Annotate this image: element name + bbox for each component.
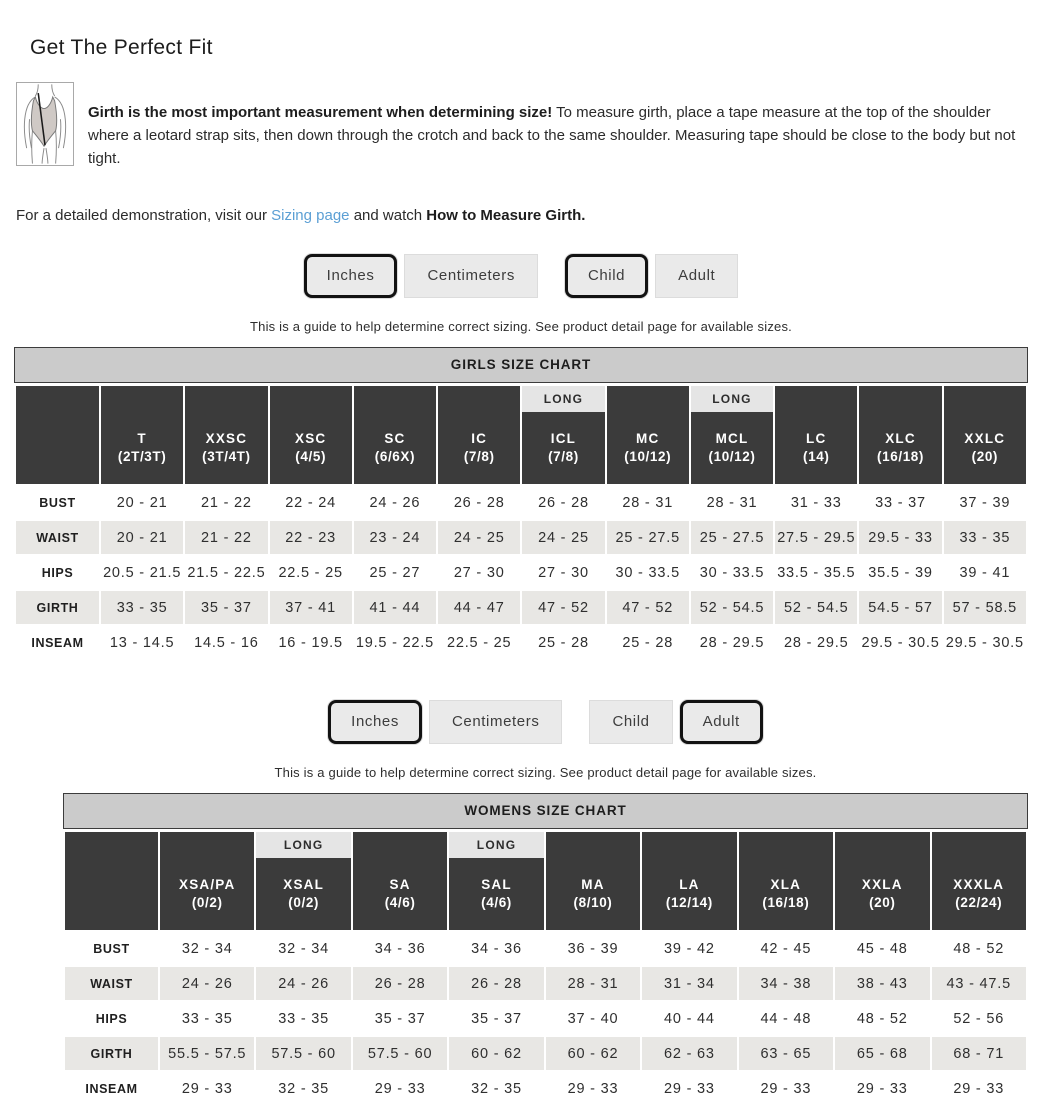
size-range-cell: 33 - 35 — [943, 520, 1027, 555]
size-range-cell: 52 - 54.5 — [774, 590, 858, 625]
size-range-cell: 39 - 42 — [641, 931, 737, 966]
toggle-button-centimeters[interactable]: Centimeters — [404, 254, 537, 298]
size-range-cell: 37 - 40 — [545, 1001, 641, 1036]
size-range-label: (0/2) — [191, 894, 223, 910]
size-range-cell: 47 - 52 — [606, 590, 690, 625]
measurement-row-label: HIPS — [15, 555, 100, 590]
measurement-row-label: BUST — [64, 931, 159, 966]
size-code: MCL — [715, 430, 749, 446]
size-range-cell: 28 - 31 — [545, 966, 641, 1001]
size-range-label: (20) — [869, 894, 896, 910]
size-range-cell: 65 - 68 — [834, 1036, 930, 1071]
size-column-header-t — [100, 385, 184, 485]
girth-intro-rest: To measure girth, place a tape measure at the top of the shoulder where a leotard strap sits, then down through the crotch and back to the same shoulder. Measuring tape should be close to the body but not tight. — [88, 104, 1016, 167]
long-variant-tag: LONG — [522, 386, 604, 412]
measurement-row-label: INSEAM — [15, 625, 100, 660]
size-column-label — [775, 412, 857, 482]
size-range-cell: 25 - 27.5 — [606, 520, 690, 555]
size-range-cell: 25 - 27 — [353, 555, 437, 590]
size-range-cell: 39 - 41 — [943, 555, 1027, 590]
header-spacer — [607, 386, 689, 412]
size-range-cell: 34 - 38 — [738, 966, 834, 1001]
size-range-label: (7/8) — [463, 448, 495, 464]
size-code: XXLA — [861, 876, 903, 892]
size-column-header-mc — [606, 385, 690, 485]
womens-size-chart-table — [63, 830, 1028, 1107]
corner-header-cell — [15, 385, 100, 485]
size-code: LA — [679, 876, 700, 892]
size-range-cell: 57 - 58.5 — [943, 590, 1027, 625]
size-range-cell: 27 - 30 — [521, 555, 605, 590]
chart-title-banner: WOMENS SIZE CHART — [63, 793, 1028, 829]
size-range-cell: 24 - 26 — [255, 966, 351, 1001]
header-spacer — [642, 832, 736, 858]
long-variant-tag: LONG — [256, 832, 350, 858]
size-code: XLC — [885, 430, 916, 446]
size-column-label — [546, 858, 640, 928]
size-column-label — [859, 412, 941, 482]
size-column-header-xla — [738, 831, 834, 931]
size-range-cell: 57.5 - 60 — [255, 1036, 351, 1071]
measurement-row-girth — [15, 590, 1027, 625]
size-range-label: (3T/4T) — [202, 448, 251, 464]
size-range-cell: 36 - 39 — [545, 931, 641, 966]
size-range-cell: 22.5 - 25 — [437, 625, 521, 660]
size-column-header-icl — [521, 385, 605, 485]
size-range-cell: 32 - 35 — [255, 1071, 351, 1106]
size-code: XXSC — [205, 430, 248, 446]
size-column-header-xxlc — [943, 385, 1027, 485]
size-range-label: (20) — [971, 448, 999, 464]
size-range-cell: 24 - 25 — [437, 520, 521, 555]
size-column-label — [160, 858, 254, 928]
size-column-label — [185, 412, 267, 482]
corner-header-cell — [64, 831, 159, 931]
size-range-cell: 54.5 - 57 — [858, 590, 942, 625]
measurement-row-girth — [64, 1036, 1027, 1071]
header-spacer — [438, 386, 520, 412]
size-range-cell: 38 - 43 — [834, 966, 930, 1001]
demo-line — [16, 207, 1041, 224]
size-range-cell: 55.5 - 57.5 — [159, 1036, 255, 1071]
size-range-label: (7/8) — [548, 448, 579, 464]
size-range-cell: 32 - 34 — [159, 931, 255, 966]
womens-section — [63, 698, 1028, 1107]
size-range-cell: 47 - 52 — [521, 590, 605, 625]
size-range-cell: 24 - 25 — [521, 520, 605, 555]
womens-unit-age-toggle-group — [63, 698, 1028, 746]
size-column-header-sc — [353, 385, 437, 485]
size-column-label — [691, 412, 773, 482]
header-spacer — [270, 386, 352, 412]
size-range-cell: 25 - 28 — [521, 625, 605, 660]
size-range-label: (16/18) — [877, 448, 925, 464]
size-column-header-xsc — [269, 385, 353, 485]
size-code: SAL — [481, 876, 512, 892]
size-column-label — [739, 858, 833, 928]
size-range-cell: 33 - 37 — [858, 485, 942, 520]
size-range-cell: 30 - 33.5 — [690, 555, 774, 590]
demo-bold: How to Measure Girth. — [426, 207, 586, 224]
size-range-cell: 30 - 33.5 — [606, 555, 690, 590]
toggle-button-inches[interactable]: Inches — [304, 254, 398, 298]
size-range-cell: 42 - 45 — [738, 931, 834, 966]
size-range-cell: 29 - 33 — [641, 1071, 737, 1106]
size-range-cell: 21.5 - 22.5 — [184, 555, 268, 590]
size-range-cell: 16 - 19.5 — [269, 625, 353, 660]
leotard-girth-diagram-icon — [17, 83, 73, 165]
size-column-label — [449, 858, 543, 928]
size-range-cell: 14.5 - 16 — [184, 625, 268, 660]
header-spacer — [354, 386, 436, 412]
size-range-cell: 26 - 28 — [521, 485, 605, 520]
size-code: MA — [581, 876, 605, 892]
measurement-row-waist — [15, 520, 1027, 555]
size-range-cell: 37 - 39 — [943, 485, 1027, 520]
size-range-cell: 26 - 28 — [437, 485, 521, 520]
size-range-cell: 62 - 63 — [641, 1036, 737, 1071]
size-code: SA — [389, 876, 411, 892]
measurement-row-label: GIRTH — [15, 590, 100, 625]
size-range-cell: 31 - 34 — [641, 966, 737, 1001]
size-range-cell: 24 - 26 — [159, 966, 255, 1001]
size-range-cell: 29.5 - 33 — [858, 520, 942, 555]
header-spacer — [160, 832, 254, 858]
header-spacer — [944, 386, 1026, 412]
header-spacer — [775, 386, 857, 412]
size-range-cell: 68 - 71 — [931, 1036, 1028, 1071]
demo-middle: and watch — [349, 207, 427, 224]
size-column-label — [438, 412, 520, 482]
size-range-cell: 23 - 24 — [353, 520, 437, 555]
size-range-cell: 24 - 26 — [353, 485, 437, 520]
size-column-label — [270, 412, 352, 482]
measurement-row-label: WAIST — [15, 520, 100, 555]
toggle-button-adult[interactable]: Adult — [680, 700, 763, 744]
size-range-cell: 52 - 56 — [931, 1001, 1028, 1036]
header-spacer — [353, 832, 447, 858]
size-range-cell: 34 - 36 — [448, 931, 544, 966]
toggle-button-adult[interactable]: Adult — [655, 254, 738, 298]
measurement-row-bust — [64, 931, 1027, 966]
size-code: SC — [384, 430, 406, 446]
size-code: LC — [806, 430, 827, 446]
girls-size-chart-table — [14, 384, 1028, 661]
size-code: IC — [471, 430, 488, 446]
size-range-cell: 22.5 - 25 — [269, 555, 353, 590]
sizing-guide-note: This is a guide to help determine correct sizing. See product detail page for available sizes. — [274, 765, 817, 780]
size-column-header-mcl — [690, 385, 774, 485]
toggle-button-inches[interactable]: Inches — [328, 700, 422, 744]
size-column-header-xxxla — [931, 831, 1028, 931]
size-column-label — [944, 412, 1026, 482]
size-column-header-xsa-pa — [159, 831, 255, 931]
size-range-label: (12/14) — [665, 894, 713, 910]
long-variant-tag: LONG — [691, 386, 773, 412]
size-range-cell: 40 - 44 — [641, 1001, 737, 1036]
size-range-cell: 44 - 47 — [437, 590, 521, 625]
measurement-row-hips — [15, 555, 1027, 590]
size-range-label: (4/5) — [295, 448, 327, 464]
measurement-row-bust — [15, 485, 1027, 520]
measurement-row-label: BUST — [15, 485, 100, 520]
size-range-cell: 41 - 44 — [353, 590, 437, 625]
size-range-cell: 25 - 27.5 — [690, 520, 774, 555]
header-spacer — [739, 832, 833, 858]
size-column-header-la — [641, 831, 737, 931]
size-range-cell: 29.5 - 30.5 — [943, 625, 1027, 660]
size-range-label: (8/10) — [573, 894, 613, 910]
size-column-header-xxsc — [184, 385, 268, 485]
size-range-label: (2T/3T) — [117, 448, 167, 464]
girls-size-chart — [14, 347, 1028, 661]
size-column-header-sa — [352, 831, 448, 931]
size-column-label — [256, 858, 350, 928]
size-range-cell: 34 - 36 — [352, 931, 448, 966]
girth-intro-text — [88, 97, 1027, 170]
measurement-row-label: INSEAM — [64, 1071, 159, 1106]
womens-size-chart — [63, 793, 1028, 1107]
sizing-guide-note: This is a guide to help determine correct sizing. See product detail page for available sizes. — [250, 319, 792, 334]
size-range-cell: 20 - 21 — [100, 520, 184, 555]
leotard-girth-diagram — [16, 82, 74, 166]
size-column-label — [607, 412, 689, 482]
size-range-cell: 33 - 35 — [159, 1001, 255, 1036]
size-range-label: (10/12) — [708, 448, 756, 464]
size-range-cell: 52 - 54.5 — [690, 590, 774, 625]
size-range-cell: 29 - 33 — [834, 1071, 930, 1106]
girls-unit-age-toggle-group — [14, 252, 1028, 300]
size-code: XSC — [294, 430, 327, 446]
page-title: Get The Perfect Fit — [30, 36, 213, 59]
size-range-cell: 20 - 21 — [100, 485, 184, 520]
size-range-cell: 35 - 37 — [448, 1001, 544, 1036]
chart-title-banner: GIRLS SIZE CHART — [14, 347, 1028, 383]
toggle-button-child[interactable]: Child — [565, 254, 648, 298]
size-range-cell: 32 - 35 — [448, 1071, 544, 1106]
size-code: XXLC — [964, 430, 1006, 446]
size-range-cell: 31 - 33 — [774, 485, 858, 520]
size-range-cell: 37 - 41 — [269, 590, 353, 625]
size-range-cell: 22 - 24 — [269, 485, 353, 520]
size-range-cell: 35 - 37 — [184, 590, 268, 625]
header-spacer — [932, 832, 1027, 858]
long-variant-tag: LONG — [449, 832, 543, 858]
size-range-label: (4/6) — [384, 894, 416, 910]
size-range-cell: 21 - 22 — [184, 520, 268, 555]
size-range-cell: 28 - 29.5 — [690, 625, 774, 660]
size-range-cell: 33.5 - 35.5 — [774, 555, 858, 590]
measurement-row-label: GIRTH — [64, 1036, 159, 1071]
size-range-cell: 29 - 33 — [159, 1071, 255, 1106]
header-spacer — [101, 386, 183, 412]
measurement-row-inseam — [64, 1071, 1027, 1106]
size-range-cell: 20.5 - 21.5 — [100, 555, 184, 590]
measurement-row-label: WAIST — [64, 966, 159, 1001]
size-range-cell: 22 - 23 — [269, 520, 353, 555]
size-range-cell: 44 - 48 — [738, 1001, 834, 1036]
size-range-cell: 29 - 33 — [545, 1071, 641, 1106]
size-range-label: (16/18) — [762, 894, 810, 910]
size-column-header-xlc — [858, 385, 942, 485]
toggle-button-centimeters[interactable]: Centimeters — [429, 700, 562, 744]
size-range-label: (10/12) — [624, 448, 672, 464]
size-code: T — [137, 430, 147, 446]
size-column-header-ic — [437, 385, 521, 485]
size-range-label: (22/24) — [955, 894, 1003, 910]
size-range-cell: 26 - 28 — [448, 966, 544, 1001]
measurement-row-hips — [64, 1001, 1027, 1036]
size-column-header-sal — [448, 831, 544, 931]
size-column-label — [932, 858, 1027, 928]
size-range-cell: 45 - 48 — [834, 931, 930, 966]
header-spacer — [546, 832, 640, 858]
size-range-cell: 57.5 - 60 — [352, 1036, 448, 1071]
size-range-cell: 26 - 28 — [352, 966, 448, 1001]
size-range-cell: 32 - 34 — [255, 931, 351, 966]
size-range-cell: 29 - 33 — [931, 1071, 1028, 1106]
size-range-label: (4/6) — [481, 894, 512, 910]
size-range-cell: 28 - 31 — [606, 485, 690, 520]
size-column-label — [354, 412, 436, 482]
size-range-cell: 43 - 47.5 — [931, 966, 1028, 1001]
measurement-row-waist — [64, 966, 1027, 1001]
size-range-cell: 29 - 33 — [352, 1071, 448, 1106]
size-range-cell: 63 - 65 — [738, 1036, 834, 1071]
demo-prefix: For a detailed demonstration, visit our — [16, 207, 272, 224]
size-range-cell: 35.5 - 39 — [858, 555, 942, 590]
size-code: XSA/PA — [178, 876, 236, 892]
size-code: XSAL — [283, 876, 325, 892]
size-range-cell: 48 - 52 — [834, 1001, 930, 1036]
size-range-cell: 28 - 31 — [690, 485, 774, 520]
size-range-cell: 25 - 28 — [606, 625, 690, 660]
toggle-button-child[interactable]: Child — [589, 700, 672, 744]
size-range-cell: 48 - 52 — [931, 931, 1028, 966]
size-range-cell: 29.5 - 30.5 — [858, 625, 942, 660]
measurement-row-inseam — [15, 625, 1027, 660]
size-column-header-xsal — [255, 831, 351, 931]
size-range-cell: 28 - 29.5 — [774, 625, 858, 660]
header-spacer — [835, 832, 929, 858]
size-range-cell: 60 - 62 — [545, 1036, 641, 1071]
size-range-cell: 35 - 37 — [352, 1001, 448, 1036]
sizing-page-link[interactable]: Sizing page — [271, 207, 350, 224]
girls-section — [14, 252, 1028, 661]
size-column-label — [101, 412, 183, 482]
size-code: MC — [636, 430, 660, 446]
size-code: ICL — [550, 430, 577, 446]
size-column-label — [642, 858, 736, 928]
size-range-cell: 29 - 33 — [738, 1071, 834, 1106]
size-range-cell: 60 - 62 — [448, 1036, 544, 1071]
size-range-cell: 21 - 22 — [184, 485, 268, 520]
size-column-label — [353, 858, 447, 928]
girth-intro-bold: Girth is the most important measurement when determining size! — [88, 104, 553, 121]
size-range-cell: 27 - 30 — [437, 555, 521, 590]
header-spacer — [185, 386, 267, 412]
size-column-header-lc — [774, 385, 858, 485]
girth-intro-section — [16, 82, 1027, 185]
size-range-cell: 13 - 14.5 — [100, 625, 184, 660]
size-range-cell: 33 - 35 — [100, 590, 184, 625]
size-range-label: (6/6X) — [374, 448, 416, 464]
size-range-label: (14) — [803, 448, 830, 464]
size-code: XLA — [770, 876, 802, 892]
header-spacer — [859, 386, 941, 412]
size-range-cell: 19.5 - 22.5 — [353, 625, 437, 660]
size-column-header-ma — [545, 831, 641, 931]
size-column-label — [522, 412, 604, 482]
size-range-cell: 27.5 - 29.5 — [774, 520, 858, 555]
size-range-cell: 33 - 35 — [255, 1001, 351, 1036]
size-range-label: (0/2) — [288, 894, 320, 910]
measurement-row-label: HIPS — [64, 1001, 159, 1036]
size-code: XXXLA — [953, 876, 1005, 892]
size-column-label — [835, 858, 929, 928]
size-column-header-xxla — [834, 831, 930, 931]
